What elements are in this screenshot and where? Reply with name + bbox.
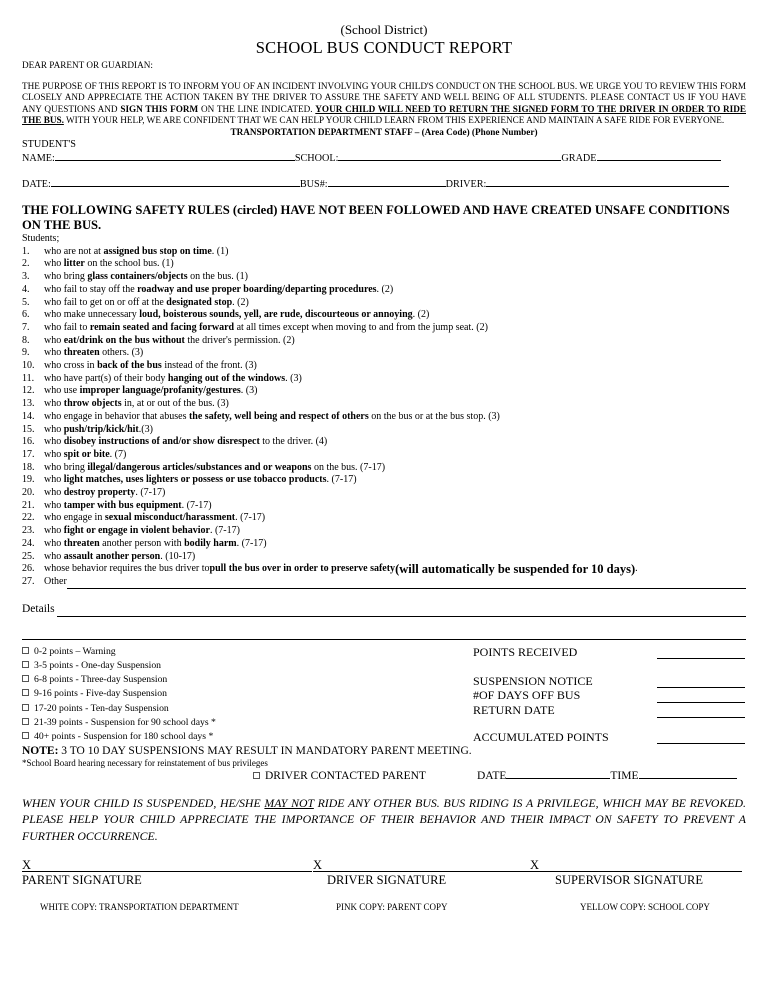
rule-text-bold: push/trip/kick/hit	[63, 423, 139, 435]
days-off-row	[473, 688, 745, 703]
school-label: SCHOOL:	[294, 153, 339, 164]
accumulated-points-label: ACCUMULATED POINTS	[473, 729, 609, 744]
points-section	[22, 645, 746, 745]
purpose-text-2: ON THE LINE INDICATED.	[198, 103, 316, 114]
contact-time-label: TIME	[610, 769, 639, 782]
checkbox-icon[interactable]	[22, 661, 29, 668]
rule-text-bold: assigned bus stop on time	[103, 245, 212, 257]
points-received-field[interactable]	[657, 649, 745, 659]
contact-datetime	[477, 769, 737, 783]
rule-text-bold: remain seated and facing forward	[89, 321, 235, 333]
scale-item[interactable]	[22, 687, 216, 701]
rule-text-bold: glass containers/objects	[87, 271, 188, 283]
rule-number: 22.	[22, 512, 35, 524]
rule-text-plain: . (2)	[232, 296, 249, 308]
rule-text-bold: fight or engage in violent behavior	[63, 525, 210, 537]
scale-item[interactable]	[22, 659, 216, 673]
yellow-copy: YELLOW COPY: SCHOOL COPY	[580, 902, 710, 913]
rule-number: 1.	[22, 245, 30, 257]
rule-period: .	[635, 563, 638, 575]
details-label: Details	[22, 602, 55, 615]
rule-text-bold: the safety, well being and respect of others	[188, 410, 369, 422]
rule-text-plain: who have part(s) of their body	[44, 372, 168, 384]
rule-text-bold: sexual misconduct/harassment	[104, 512, 236, 524]
points-record	[473, 645, 745, 745]
report-title: SCHOOL BUS CONDUCT REPORT	[255, 38, 513, 57]
rule-text-plain: . (7-17)	[181, 499, 212, 511]
rule-number: 20.	[22, 487, 35, 499]
rule-text-plain: . (3)	[285, 372, 302, 384]
rule-text-plain: to the driver. (4)	[259, 436, 328, 448]
rule-item-21[interactable]	[22, 500, 746, 513]
rule-text	[44, 512, 265, 525]
rule-text	[44, 385, 257, 398]
rule-text-plain: . (7)	[109, 448, 127, 460]
rule-text-plain: who engage in	[44, 512, 105, 524]
rule-text-bold: disobey instructions of and/or show disrespect	[63, 436, 260, 448]
rule-text-plain: . (7-17)	[326, 474, 357, 486]
rule-item-5[interactable]	[22, 297, 746, 310]
rule-text-bold: destroy property	[63, 487, 136, 499]
rule-number: 4.	[22, 283, 30, 295]
rule-text-plain: who make unnecessary	[44, 309, 140, 321]
date-field[interactable]	[51, 177, 300, 187]
rule-text	[44, 297, 249, 310]
rule-item-13[interactable]	[22, 398, 746, 411]
driver-contacted-label: DRIVER CONTACTED PARENT	[265, 769, 426, 782]
rule-number: 9.	[22, 347, 30, 359]
checkbox-icon[interactable]	[22, 704, 29, 711]
rule-text-plain: who	[44, 334, 64, 346]
rule-text-plain: others. (3)	[99, 347, 144, 359]
grade-field[interactable]	[597, 151, 721, 161]
rule-item-9[interactable]	[22, 347, 746, 360]
rule-number: 8.	[22, 334, 30, 346]
rule-text-plain: . (2)	[412, 309, 430, 321]
checkbox-icon[interactable]	[22, 718, 29, 725]
scale-label: 17-20 points - Ten-day Suspension	[34, 702, 169, 714]
rule-item-26[interactable]	[22, 563, 746, 576]
rule-text-plain: . (7-17)	[235, 512, 266, 524]
scale-item[interactable]	[22, 673, 216, 687]
rule-text-plain: who	[44, 474, 64, 486]
parent-signature[interactable]	[22, 858, 312, 888]
rule-text-plain: on the bus. (7-17)	[311, 461, 386, 473]
supervisor-signature-label: SUPERVISOR SIGNATURE	[555, 873, 703, 888]
suspension-notice-row	[473, 674, 745, 689]
driver-field[interactable]	[486, 177, 729, 187]
rule-text	[44, 474, 357, 487]
days-off-label: #OF DAYS OFF BUS	[473, 688, 581, 703]
name-label: NAME:	[22, 153, 55, 164]
parent-signature-label: PARENT SIGNATURE	[22, 873, 142, 888]
rule-text-plain: who	[44, 423, 64, 435]
rules-heading: THE FOLLOWING SAFETY RULES (circled) HAVE NOT BEEN FOLLOWED AND HAVE CREATED UNSAFE CONDITIONS ON THE BUS.	[22, 203, 730, 232]
school-field[interactable]	[338, 151, 561, 161]
rule-text-plain: who	[44, 525, 64, 537]
warning-text-2: RIDE ANY OTHER BUS. BUS RIDING IS A PRIVILEGE, WHICH MAY BE REVOKED. PLEASE HELP YOUR CHILD APPRECIATE THE IMPORTANCE OF THEIR BEHAVIOR AND THEIR IMPACT ON SAFETY TO PREVENT A FURTHER OCCURRENCE.	[22, 795, 746, 843]
return-date-row	[473, 703, 745, 718]
rule-text-plain: who	[44, 436, 64, 448]
checkbox-icon[interactable]	[22, 647, 29, 654]
rule-text	[44, 525, 240, 538]
rule-item-17[interactable]	[22, 449, 746, 462]
scale-label: 3-5 points - One-day Suspension	[34, 659, 162, 671]
rule-number: 12.	[22, 385, 35, 397]
suspension-notice-label: SUSPENSION NOTICE	[473, 673, 593, 688]
note-label: NOTE:	[22, 744, 59, 757]
rule-text	[44, 436, 327, 449]
rule-text	[44, 500, 212, 513]
scale-label: 40+ points - Suspension for 180 school days *	[34, 730, 214, 742]
rule-text	[44, 462, 385, 475]
points-scale-list	[22, 645, 216, 744]
purpose-text-1: THE PURPOSE OF THIS REPORT IS TO INFORM YOU OF AN INCIDENT INVOLVING YOUR CHILD'S CONDUCT ON THE SCHOOL BUS. WE URGE YOU TO REVIEW THIS FORM CLOSELY AND APPRECIATE THE ACTION TAKEN BY THE DRIVER TO ASSURE THE SAFETY AND WELL BEING OF ALL STUDENTS. PLEASE CONTACT US IF YOU HAVE ANY QUESTIONS AND	[22, 80, 746, 114]
rule-number: 6.	[22, 309, 30, 321]
rule-text	[44, 551, 195, 564]
rule-text	[44, 322, 488, 335]
rule-text-plain: who engage in behavior that abuses	[44, 410, 189, 422]
rule-text-bold: bodily harm	[184, 537, 237, 549]
driver-contacted-checkbox-group[interactable]	[253, 769, 426, 783]
rule-item-15[interactable]	[22, 424, 746, 437]
rule-item-22[interactable]	[22, 512, 746, 525]
rule-text-plain: who	[44, 398, 64, 410]
scale-item[interactable]	[22, 702, 216, 716]
rule-text	[44, 246, 228, 259]
warning-may-not: MAY NOT	[264, 795, 314, 810]
rule-text-plain: who	[44, 550, 64, 562]
conduct-report-page	[22, 22, 746, 916]
bus-field[interactable]	[328, 177, 446, 187]
rule-text-bold: illegal/dangerous articles/substances and or weapons	[87, 461, 312, 473]
rule-item-20[interactable]	[22, 487, 746, 500]
days-off-field[interactable]	[657, 693, 745, 703]
rule-number: 5.	[22, 296, 30, 308]
rule-text-plain: who bring	[44, 271, 88, 283]
school-district: (School District)	[340, 22, 428, 37]
rule-text-bold: tamper with bus equipment	[63, 499, 182, 511]
rule-text-plain: on the bus. (1)	[187, 271, 248, 283]
rule-item-23[interactable]	[22, 525, 746, 538]
scale-label: 21-39 points - Suspension for 90 school days *	[34, 716, 216, 728]
rule-text	[44, 258, 174, 271]
rule-text	[44, 487, 165, 500]
other-label: Other	[44, 575, 67, 587]
rule-text-plain: . (2)	[376, 283, 394, 295]
rule-text-bold: litter	[63, 258, 85, 270]
rule-number: 15.	[22, 423, 35, 435]
rule-item-8[interactable]	[22, 335, 746, 348]
rule-number: 26.	[22, 563, 35, 575]
rule-text	[44, 373, 302, 386]
scale-item[interactable]	[22, 730, 216, 744]
supervisor-signature-line[interactable]: X	[530, 858, 742, 872]
details-row	[22, 601, 746, 617]
rule-text	[44, 284, 393, 297]
rule-number: 10.	[22, 360, 35, 372]
rule-text-plain: who use	[44, 385, 80, 397]
rule-text-plain: who fail to get on or off at the	[44, 296, 167, 308]
rule-text: whose behavior requires the bus driver to	[44, 563, 210, 575]
rule-text-bold: light matches, uses lighters or possess or use tobacco products	[63, 474, 327, 486]
rule-text	[44, 424, 153, 437]
driver-contact-row	[22, 769, 746, 783]
note-text: 3 TO 10 DAY SUSPENSIONS MAY RESULT IN MANDATORY PARENT MEETING.	[58, 744, 472, 757]
rule-number: 13.	[22, 398, 35, 410]
rule-item-25[interactable]	[22, 551, 746, 564]
rule-text-bold: threaten	[63, 537, 100, 549]
rule-text	[44, 538, 267, 551]
rule-text-bold: improper language/profanity/gestures	[79, 385, 241, 397]
rule-text-plain: who	[44, 487, 64, 499]
rule-number: 25.	[22, 550, 35, 562]
checkbox-icon[interactable]	[22, 689, 29, 696]
purpose-text-3: WITH YOUR HELP, WE ARE CONFIDENT THAT WE CAN HELP YOUR CHILD LEARN FROM THIS EXPERIENCE AND MAINTAIN A SAFE RIDE FOR EVERYONE.	[63, 115, 725, 125]
rule-text-bold: designated stop	[166, 296, 233, 308]
rule-text-plain: .(3)	[138, 423, 153, 435]
rule-number: 3.	[22, 271, 30, 283]
points-received-label: POINTS RECEIVED	[473, 644, 578, 659]
date-label: DATE:	[22, 179, 51, 190]
date-bus-driver-row	[22, 177, 746, 191]
rule-text	[44, 411, 500, 424]
rule-text-plain: who	[44, 499, 64, 511]
rule-item-7[interactable]	[22, 322, 746, 335]
rule-item-4[interactable]	[22, 284, 746, 297]
rule-text-plain: . (7-17)	[236, 537, 267, 549]
rule-text-bold: assault another person	[63, 550, 161, 562]
rule-text	[44, 271, 248, 284]
rule-item-12[interactable]	[22, 385, 746, 398]
contact-date-label: DATE	[477, 769, 507, 782]
rule-text-plain: . (10-17)	[160, 550, 196, 562]
other-field[interactable]	[67, 580, 746, 589]
rule-item-10[interactable]	[22, 360, 746, 373]
rule-item-1[interactable]	[22, 246, 746, 259]
rule-text-bold: spit or bite	[63, 448, 110, 460]
rule-text-plain: who	[44, 258, 64, 270]
rule-number: 19.	[22, 474, 35, 486]
accumulated-points-field[interactable]	[657, 734, 745, 744]
rule-number: 23.	[22, 525, 35, 537]
rule-text-plain: . (7-17)	[135, 487, 166, 499]
rule-text-bold: roadway and use proper boarding/departing procedures	[137, 283, 377, 295]
rule-text-plain: . (1)	[211, 245, 229, 257]
driver-signature-label: DRIVER SIGNATURE	[327, 873, 447, 888]
rule-text-plain: who fail to	[44, 321, 90, 333]
grade-label: GRADE	[561, 153, 597, 164]
suspension-notice-field[interactable]	[657, 678, 745, 688]
rule-item-6[interactable]	[22, 309, 746, 322]
rule-text-plain: who	[44, 537, 64, 549]
warning-text-1: WHEN YOUR CHILD IS SUSPENDED, HE/SHE	[22, 795, 265, 810]
bus-label: BUS#:	[299, 179, 328, 190]
rule-text	[44, 449, 126, 462]
supervisor-signature[interactable]	[530, 858, 742, 888]
rule-item-16[interactable]	[22, 436, 746, 449]
signature-section	[22, 858, 746, 892]
rule-text-plain: instead of the front. (3)	[161, 360, 257, 372]
student-info-row	[22, 151, 746, 165]
copy-distribution	[22, 902, 746, 916]
rule-text	[44, 347, 143, 360]
rule-number: 27.	[22, 575, 35, 587]
driver-signature[interactable]	[313, 858, 531, 888]
driver-contacted-checkbox[interactable]	[253, 772, 260, 779]
rule-item-19[interactable]	[22, 474, 746, 487]
rule-text	[44, 335, 295, 348]
checkbox-icon[interactable]	[22, 675, 29, 682]
driver-signature-line[interactable]: X	[313, 858, 531, 872]
scale-label: 0-2 points – Warning	[34, 645, 116, 657]
contact-time-field[interactable]	[639, 769, 737, 779]
rule-text-bold: threaten	[63, 347, 100, 359]
scale-label: 6-8 points - Three-day Suspension	[34, 674, 168, 686]
scale-label: 9-16 points - Five-day Suspension	[34, 688, 167, 700]
rule-text-plain: who	[44, 448, 64, 460]
rule-text	[44, 360, 257, 373]
rule-text-bold: throw objects	[63, 398, 122, 410]
rule-number: 24.	[22, 537, 35, 549]
rule-text-bold: loud, boisterous sounds, yell, are rude, discourteous or annoying	[139, 309, 413, 321]
details-second-line[interactable]	[22, 639, 746, 640]
rule-text-plain: in, at or out of the bus. (3)	[121, 398, 229, 410]
rule-item-11[interactable]	[22, 373, 746, 386]
purpose-paragraph	[22, 81, 746, 127]
rule-number: 18.	[22, 461, 35, 473]
rule-text-plain: who fail to stay off the	[44, 283, 138, 295]
contact-date-field[interactable]	[506, 769, 610, 779]
purpose-sign-form: SIGN THIS FORM	[120, 103, 199, 114]
note-line	[22, 745, 746, 758]
rule-text-plain: the driver's permission. (2)	[184, 334, 295, 346]
students-label: STUDENT'S	[22, 139, 76, 150]
driver-label: DRIVER:	[445, 179, 487, 190]
rule-text-plain: who	[44, 347, 64, 359]
rule-text	[44, 309, 429, 322]
parent-signature-line[interactable]: X	[22, 858, 312, 872]
purpose-return-form: YOUR CHILD WILL NEED TO RETURN THE SIGNED FORM TO THE DRIVER IN ORDER TO RIDE THE BUS.	[22, 103, 746, 125]
accumulated-points-row	[473, 730, 745, 745]
rules-intro: Students;	[22, 233, 60, 244]
rule-number: 17.	[22, 448, 35, 460]
greeting: DEAR PARENT OR GUARDIAN:	[22, 60, 153, 70]
scale-item[interactable]	[22, 645, 216, 659]
rule-text	[44, 398, 229, 411]
rule-number: 14.	[22, 410, 35, 422]
rule-item-2[interactable]	[22, 258, 746, 271]
scale-item[interactable]	[22, 716, 216, 730]
points-received-row	[473, 645, 745, 660]
details-field[interactable]	[57, 605, 746, 617]
rule-number: 21.	[22, 499, 35, 511]
rule-item-18[interactable]	[22, 462, 746, 475]
rule-item-24[interactable]	[22, 538, 746, 551]
rule-text-plain: on the bus or at the bus stop. (3)	[368, 410, 500, 422]
rule-text-bold: back of the bus	[97, 360, 162, 372]
rule-text-plain: at all times except when moving to and from the jump seat. (2)	[234, 321, 488, 333]
rule-number: 16.	[22, 436, 35, 448]
rule-text-plain: who cross in	[44, 360, 98, 372]
rule-text-plain: on the school bus. (1)	[84, 258, 174, 270]
name-field[interactable]	[55, 151, 295, 161]
white-copy: WHITE COPY: TRANSPORTATION DEPARTMENT	[40, 902, 239, 913]
rule-item-3[interactable]	[22, 271, 746, 284]
rule-number: 2.	[22, 258, 30, 270]
rule-text-plain: who are not at	[44, 245, 104, 257]
rule-text-plain: . (7-17)	[209, 525, 240, 537]
rule-text-bold: hanging out of the windows	[167, 372, 286, 384]
rule-text-plain: another person with	[99, 537, 185, 549]
rules-list	[22, 233, 746, 589]
rule-item-14[interactable]	[22, 411, 746, 424]
board-hearing-note: *School Board hearing necessary for reinstatement of bus privileges	[22, 757, 268, 768]
return-date-label: RETURN DATE	[473, 703, 555, 718]
rule-text-bold: eat/drink on the bus without	[63, 334, 185, 346]
return-date-field[interactable]	[657, 708, 745, 718]
rule-item-27	[22, 576, 746, 589]
checkbox-icon[interactable]	[22, 732, 29, 739]
rule-text-plain: who bring	[44, 461, 88, 473]
suspension-warning	[22, 795, 746, 845]
rule-number: 7.	[22, 321, 30, 333]
rule-text-plain: . (3)	[240, 385, 258, 397]
staff-contact: TRANSPORTATION DEPARTMENT STAFF – (Area Code) (Phone Number)	[230, 126, 538, 137]
pink-copy: PINK COPY: PARENT COPY	[336, 902, 448, 913]
rule-number: 11.	[22, 372, 35, 384]
auto-suspension-text: (will automatically be suspended for 10 days)	[395, 562, 636, 577]
rule-bold-text: pull the bus over in order to preserve safety	[209, 563, 396, 575]
